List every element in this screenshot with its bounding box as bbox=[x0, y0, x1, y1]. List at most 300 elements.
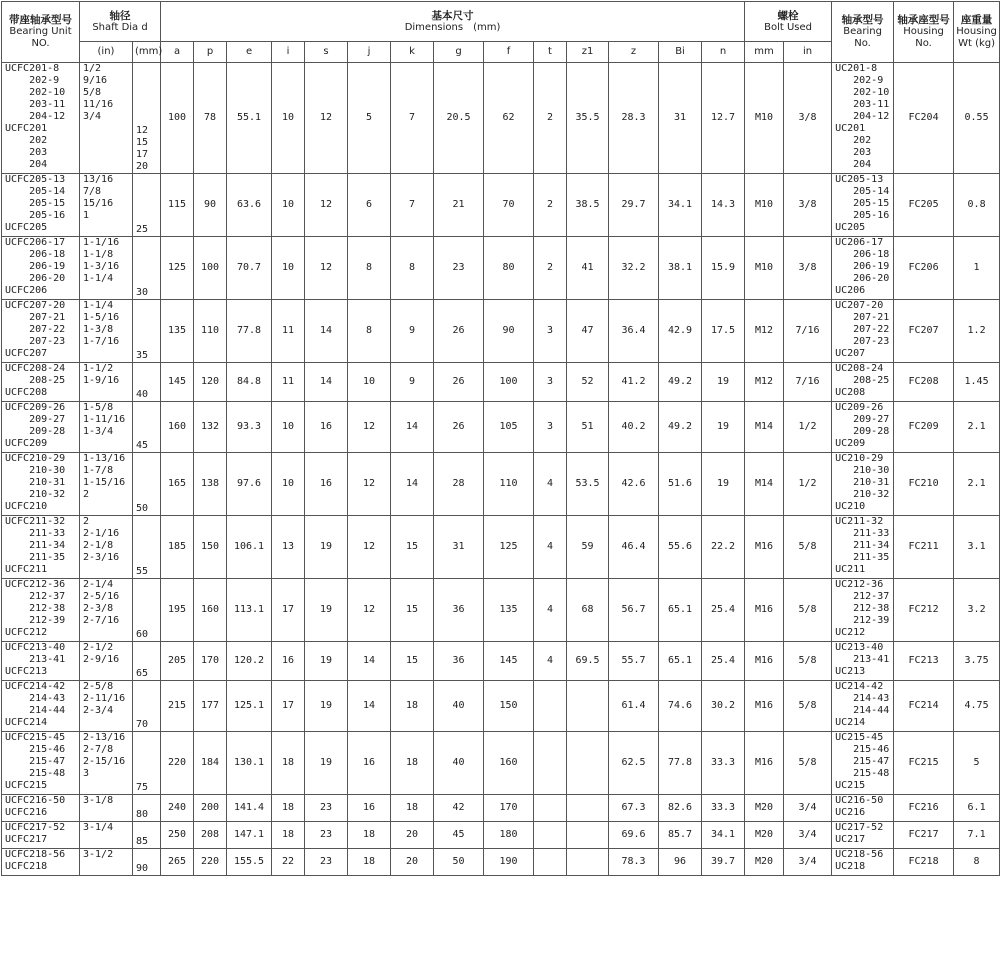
dimensions-header-en: Dimensions (mm) bbox=[404, 21, 501, 33]
bearing-header-en: Bearing No. bbox=[843, 26, 882, 49]
shaft-dia-mm bbox=[133, 516, 161, 579]
cell-bi: 74.6 bbox=[659, 681, 702, 732]
table-row bbox=[2, 822, 1000, 849]
cell-bolt-in: 3/8 bbox=[784, 237, 832, 300]
cell-s: 16 bbox=[305, 453, 348, 516]
cell-p: 138 bbox=[194, 453, 227, 516]
unit-numbers-line: 205-16 bbox=[5, 210, 66, 221]
unit-numbers-line: UCFC209 bbox=[5, 438, 48, 449]
bearing-numbers-line: 206-20 bbox=[835, 273, 890, 284]
shaft-dia-mm-line: 80 bbox=[136, 809, 149, 820]
housing-number: FC208 bbox=[894, 363, 954, 402]
unit-numbers-line: 203 bbox=[5, 147, 48, 158]
cell-z1: 51 bbox=[567, 402, 609, 453]
bearing-numbers-line: 202-10 bbox=[835, 87, 890, 98]
cell-j: 6 bbox=[348, 174, 391, 237]
cell-t: 2 bbox=[534, 237, 567, 300]
cell-e: 125.1 bbox=[227, 681, 272, 732]
cell-bi: 51.6 bbox=[659, 453, 702, 516]
cell-j: 8 bbox=[348, 300, 391, 363]
cell-n: 15.9 bbox=[702, 237, 745, 300]
cell-i: 10 bbox=[272, 402, 305, 453]
housing-weight: 7.1 bbox=[954, 822, 1000, 849]
bearing-numbers-line: UC206 bbox=[835, 285, 866, 296]
bearing-numbers-line: UC212-36 bbox=[835, 579, 884, 590]
shaft-dia-in-line: 3/4 bbox=[83, 111, 102, 122]
unit-numbers bbox=[2, 63, 80, 174]
weight-header bbox=[954, 2, 1000, 63]
cell-n: 17.5 bbox=[702, 300, 745, 363]
unit-numbers-line: UCFC205-13 bbox=[5, 174, 66, 185]
cell-i: 11 bbox=[272, 363, 305, 402]
cell-k: 18 bbox=[391, 681, 434, 732]
cell-f: 180 bbox=[484, 822, 534, 849]
bearing-numbers-line: UC215-45 bbox=[835, 732, 884, 743]
cell-t: 4 bbox=[534, 516, 567, 579]
cell-t: 3 bbox=[534, 300, 567, 363]
cell-g: 28 bbox=[434, 453, 484, 516]
unit-numbers bbox=[2, 402, 80, 453]
cell-g: 21 bbox=[434, 174, 484, 237]
shaft-dia-in-line: 1/2 bbox=[83, 63, 102, 74]
cell-s: 23 bbox=[305, 849, 348, 876]
shaft-dia-in-line: 1-5/16 bbox=[83, 312, 120, 323]
cell-z: 78.3 bbox=[609, 849, 659, 876]
subheader-z1: z1 bbox=[567, 42, 609, 63]
cell-j: 14 bbox=[348, 681, 391, 732]
cell-z1: 41 bbox=[567, 237, 609, 300]
shaft-dia-mm bbox=[133, 402, 161, 453]
shaft-dia-in-line: 2-7/16 bbox=[83, 615, 120, 626]
cell-p: 184 bbox=[194, 732, 227, 795]
bearing-numbers-line: UC215 bbox=[835, 780, 866, 791]
cell-e: 97.6 bbox=[227, 453, 272, 516]
housing-weight: 0.8 bbox=[954, 174, 1000, 237]
cell-bolt-in: 7/16 bbox=[784, 363, 832, 402]
shaft-dia-mm bbox=[133, 681, 161, 732]
cell-z1: 47 bbox=[567, 300, 609, 363]
bearing-numbers bbox=[832, 732, 894, 795]
housing-weight: 2.1 bbox=[954, 402, 1000, 453]
cell-g: 36 bbox=[434, 642, 484, 681]
bearing-numbers-line: UC216-50 bbox=[835, 795, 884, 806]
shaft-dia-in bbox=[80, 453, 133, 516]
cell-i: 10 bbox=[272, 63, 305, 174]
unit-numbers-line: 206-19 bbox=[5, 261, 66, 272]
shaft-dia-in-line: 1-1/8 bbox=[83, 249, 114, 260]
bearing-numbers-line: UC208 bbox=[835, 387, 866, 398]
unit-numbers-line: 203-11 bbox=[5, 99, 66, 110]
cell-k: 8 bbox=[391, 237, 434, 300]
shaft-dia-mm-line: 15 bbox=[136, 137, 149, 148]
cell-e: 63.6 bbox=[227, 174, 272, 237]
cell-i: 18 bbox=[272, 795, 305, 822]
bearing-numbers-line: UC208-24 bbox=[835, 363, 884, 374]
cell-a: 205 bbox=[161, 642, 194, 681]
cell-t: 4 bbox=[534, 642, 567, 681]
unit-numbers bbox=[2, 300, 80, 363]
unit-numbers-line: UCFC207 bbox=[5, 348, 48, 359]
cell-j: 16 bbox=[348, 795, 391, 822]
shaft-dia-in-line: 1-3/4 bbox=[83, 426, 114, 437]
cell-z1: 52 bbox=[567, 363, 609, 402]
bearing-numbers-line: UC210-29 bbox=[835, 453, 884, 464]
cell-f: 62 bbox=[484, 63, 534, 174]
shaft-dia-in bbox=[80, 402, 133, 453]
unit-numbers bbox=[2, 453, 80, 516]
cell-p: 150 bbox=[194, 516, 227, 579]
housing-number: FC213 bbox=[894, 642, 954, 681]
housing-number: FC204 bbox=[894, 63, 954, 174]
cell-j: 12 bbox=[348, 402, 391, 453]
cell-i: 10 bbox=[272, 237, 305, 300]
bearing-numbers-line: 210-31 bbox=[835, 477, 890, 488]
housing-number: FC209 bbox=[894, 402, 954, 453]
shaft-dia-in bbox=[80, 363, 133, 402]
shaft-dia-in-line: 1-13/16 bbox=[83, 453, 126, 464]
cell-e: 113.1 bbox=[227, 579, 272, 642]
housing-header bbox=[894, 2, 954, 63]
cell-g: 40 bbox=[434, 732, 484, 795]
subheader-bolt-in: in bbox=[784, 42, 832, 63]
cell-f: 125 bbox=[484, 516, 534, 579]
shaft-dia-in bbox=[80, 849, 133, 876]
subheader-mm: (mm) bbox=[133, 42, 161, 63]
unit-numbers-line: 207-22 bbox=[5, 324, 66, 335]
housing-number: FC207 bbox=[894, 300, 954, 363]
cell-bi: 82.6 bbox=[659, 795, 702, 822]
cell-bolt-in: 5/8 bbox=[784, 579, 832, 642]
bearing-numbers bbox=[832, 300, 894, 363]
cell-k: 9 bbox=[391, 300, 434, 363]
housing-weight: 1 bbox=[954, 237, 1000, 300]
cell-n: 19 bbox=[702, 402, 745, 453]
cell-bolt-mm: M10 bbox=[745, 237, 784, 300]
unit-numbers-line: 208-25 bbox=[5, 375, 66, 386]
cell-a: 220 bbox=[161, 732, 194, 795]
cell-z1: 68 bbox=[567, 579, 609, 642]
housing-weight: 3.75 bbox=[954, 642, 1000, 681]
subheader-bi: Bi bbox=[659, 42, 702, 63]
bearing-numbers-line: 205-15 bbox=[835, 198, 890, 209]
unit-numbers bbox=[2, 849, 80, 876]
shaft-dia-in bbox=[80, 732, 133, 795]
weight-header-cn: 座重量 bbox=[960, 14, 993, 26]
shaft-dia-in-line: 1-11/16 bbox=[83, 414, 126, 425]
unit-numbers-line: UCFC216 bbox=[5, 807, 48, 818]
cell-z: 46.4 bbox=[609, 516, 659, 579]
unit-numbers-line: 213-41 bbox=[5, 654, 66, 665]
cell-n: 22.2 bbox=[702, 516, 745, 579]
unit-numbers-line: UCFC210-29 bbox=[5, 453, 66, 464]
cell-s: 16 bbox=[305, 402, 348, 453]
cell-bolt-in: 7/16 bbox=[784, 300, 832, 363]
bearing-numbers-line: 206-19 bbox=[835, 261, 890, 272]
unit-numbers-line: UCFC201-8 bbox=[5, 63, 60, 74]
bearing-numbers-line: 215-47 bbox=[835, 756, 890, 767]
unit-numbers-line: UCFC218-56 bbox=[5, 849, 66, 860]
shaft-dia-mm bbox=[133, 300, 161, 363]
unit-numbers-line: 207-21 bbox=[5, 312, 66, 323]
unit-numbers-line: 212-39 bbox=[5, 615, 66, 626]
cell-z1: 69.5 bbox=[567, 642, 609, 681]
bolt-header bbox=[745, 2, 832, 42]
cell-e: 70.7 bbox=[227, 237, 272, 300]
unit-numbers-line: 202-10 bbox=[5, 87, 66, 98]
bearing-numbers-line: 210-30 bbox=[835, 465, 890, 476]
shaft-dia-mm-line: 75 bbox=[136, 782, 149, 793]
cell-j: 18 bbox=[348, 822, 391, 849]
cell-bi: 49.2 bbox=[659, 402, 702, 453]
cell-e: 106.1 bbox=[227, 516, 272, 579]
unit-numbers-line: 215-47 bbox=[5, 756, 66, 767]
shaft-dia-mm-line: 35 bbox=[136, 350, 149, 361]
shaft-dia-in-line: 3-1/8 bbox=[83, 795, 114, 806]
cell-bi: 65.1 bbox=[659, 579, 702, 642]
cell-g: 26 bbox=[434, 363, 484, 402]
cell-z: 41.2 bbox=[609, 363, 659, 402]
shaft-dia-in-line: 1-3/8 bbox=[83, 324, 114, 335]
unit-numbers-line: 204-12 bbox=[5, 111, 66, 122]
housing-number: FC218 bbox=[894, 849, 954, 876]
cell-a: 250 bbox=[161, 822, 194, 849]
cell-k: 7 bbox=[391, 63, 434, 174]
cell-s: 19 bbox=[305, 516, 348, 579]
cell-i: 17 bbox=[272, 681, 305, 732]
unit-numbers-line: UCFC205 bbox=[5, 222, 48, 233]
bearing-numbers-line: 212-37 bbox=[835, 591, 890, 602]
housing-weight: 1.2 bbox=[954, 300, 1000, 363]
dimensions-header bbox=[161, 2, 745, 42]
table-row bbox=[2, 579, 1000, 642]
subheader-p: p bbox=[194, 42, 227, 63]
unit-numbers-line: 215-46 bbox=[5, 744, 66, 755]
bearing-numbers-line: 211-34 bbox=[835, 540, 890, 551]
unit-numbers bbox=[2, 579, 80, 642]
cell-n: 19 bbox=[702, 363, 745, 402]
cell-k: 15 bbox=[391, 579, 434, 642]
table-row bbox=[2, 300, 1000, 363]
cell-p: 100 bbox=[194, 237, 227, 300]
table-row bbox=[2, 63, 1000, 174]
cell-s: 19 bbox=[305, 579, 348, 642]
bearing-numbers bbox=[832, 822, 894, 849]
cell-g: 40 bbox=[434, 681, 484, 732]
cell-bolt-mm: M16 bbox=[745, 732, 784, 795]
shaft-dia-in-line: 2-11/16 bbox=[83, 693, 126, 704]
cell-e: 141.4 bbox=[227, 795, 272, 822]
shaft-dia-in-line: 2-1/2 bbox=[83, 642, 114, 653]
bearing-numbers bbox=[832, 237, 894, 300]
shaft-dia-in bbox=[80, 237, 133, 300]
unit-numbers-line: 210-30 bbox=[5, 465, 66, 476]
bearing-numbers-line: UC212 bbox=[835, 627, 866, 638]
cell-s: 19 bbox=[305, 732, 348, 795]
cell-s: 12 bbox=[305, 63, 348, 174]
cell-z: 32.2 bbox=[609, 237, 659, 300]
unit-numbers bbox=[2, 681, 80, 732]
shaft-dia-in-line: 1 bbox=[83, 210, 90, 221]
shaft-dia-mm bbox=[133, 849, 161, 876]
housing-number: FC206 bbox=[894, 237, 954, 300]
cell-z: 56.7 bbox=[609, 579, 659, 642]
cell-p: 160 bbox=[194, 579, 227, 642]
shaft-dia-in-line: 11/16 bbox=[83, 99, 114, 110]
cell-i: 18 bbox=[272, 822, 305, 849]
cell-f: 170 bbox=[484, 795, 534, 822]
subheader-t: t bbox=[534, 42, 567, 63]
bearing-numbers-line: 212-38 bbox=[835, 603, 890, 614]
subheader-f: f bbox=[484, 42, 534, 63]
bearing-numbers bbox=[832, 516, 894, 579]
cell-t bbox=[534, 849, 567, 876]
cell-g: 23 bbox=[434, 237, 484, 300]
cell-e: 155.5 bbox=[227, 849, 272, 876]
bearing-numbers-line: UC206-17 bbox=[835, 237, 884, 248]
cell-g: 50 bbox=[434, 849, 484, 876]
shaft-dia-mm bbox=[133, 237, 161, 300]
shaft-dia-in-line: 3-1/2 bbox=[83, 849, 114, 860]
shaft-dia-mm-line: 20 bbox=[136, 161, 149, 172]
cell-bolt-mm: M16 bbox=[745, 642, 784, 681]
subheader-z: z bbox=[609, 42, 659, 63]
shaft-dia-in-line: 1-3/16 bbox=[83, 261, 120, 272]
unit-numbers-line: 215-48 bbox=[5, 768, 66, 779]
cell-bolt-mm: M16 bbox=[745, 579, 784, 642]
cell-f: 105 bbox=[484, 402, 534, 453]
table-row bbox=[2, 642, 1000, 681]
cell-j: 18 bbox=[348, 849, 391, 876]
bearing-numbers bbox=[832, 849, 894, 876]
cell-s: 23 bbox=[305, 795, 348, 822]
bearing-numbers bbox=[832, 681, 894, 732]
cell-g: 45 bbox=[434, 822, 484, 849]
shaft-dia-in-line: 9/16 bbox=[83, 75, 108, 86]
cell-p: 177 bbox=[194, 681, 227, 732]
cell-bolt-in: 1/2 bbox=[784, 453, 832, 516]
cell-a: 135 bbox=[161, 300, 194, 363]
shaft-dia-mm-line: 65 bbox=[136, 668, 149, 679]
cell-a: 160 bbox=[161, 402, 194, 453]
cell-z: 69.6 bbox=[609, 822, 659, 849]
housing-weight: 1.45 bbox=[954, 363, 1000, 402]
bearing-numbers-line: 202-9 bbox=[835, 75, 884, 86]
bearing-numbers-line: UC205 bbox=[835, 222, 866, 233]
subheader-g: g bbox=[434, 42, 484, 63]
cell-j: 14 bbox=[348, 642, 391, 681]
unit-numbers-line: 202-9 bbox=[5, 75, 60, 86]
table-row bbox=[2, 402, 1000, 453]
cell-a: 100 bbox=[161, 63, 194, 174]
bearing-numbers bbox=[832, 795, 894, 822]
unit-header-cn: 带座轴承型号 bbox=[9, 14, 72, 26]
housing-number: FC210 bbox=[894, 453, 954, 516]
cell-g: 26 bbox=[434, 300, 484, 363]
cell-i: 10 bbox=[272, 174, 305, 237]
cell-bolt-in: 5/8 bbox=[784, 516, 832, 579]
shaft-dia-in-line: 2 bbox=[83, 489, 90, 500]
cell-bi: 65.1 bbox=[659, 642, 702, 681]
shaft-dia-mm bbox=[133, 453, 161, 516]
shaft-dia-in-line: 15/16 bbox=[83, 198, 114, 209]
unit-numbers-line: 205-15 bbox=[5, 198, 66, 209]
housing-weight: 2.1 bbox=[954, 453, 1000, 516]
cell-bi: 55.6 bbox=[659, 516, 702, 579]
cell-j: 8 bbox=[348, 237, 391, 300]
cell-t bbox=[534, 822, 567, 849]
cell-j: 16 bbox=[348, 732, 391, 795]
table-row bbox=[2, 732, 1000, 795]
cell-j: 12 bbox=[348, 453, 391, 516]
subheader-n: n bbox=[702, 42, 745, 63]
housing-header-en: Housing No. bbox=[903, 26, 944, 49]
cell-bolt-in: 1/2 bbox=[784, 402, 832, 453]
unit-numbers-line: 211-35 bbox=[5, 552, 66, 563]
unit-numbers-line: 206-20 bbox=[5, 273, 66, 284]
unit-numbers-line: UCFC208 bbox=[5, 387, 48, 398]
cell-bi: 31 bbox=[659, 63, 702, 174]
cell-k: 15 bbox=[391, 516, 434, 579]
cell-s: 23 bbox=[305, 822, 348, 849]
bolt-header-en: Bolt Used bbox=[764, 21, 812, 33]
cell-i: 22 bbox=[272, 849, 305, 876]
cell-p: 132 bbox=[194, 402, 227, 453]
housing-number: FC215 bbox=[894, 732, 954, 795]
cell-bolt-in: 3/4 bbox=[784, 849, 832, 876]
bearing-numbers-line: 211-33 bbox=[835, 528, 890, 539]
cell-bolt-in: 3/8 bbox=[784, 174, 832, 237]
unit-header-en: Bearing Unit NO. bbox=[9, 26, 72, 49]
cell-a: 185 bbox=[161, 516, 194, 579]
shaft-dia-in bbox=[80, 300, 133, 363]
shaft-dia-mm-line: 17 bbox=[136, 149, 149, 160]
shaft-dia-mm-line: 70 bbox=[136, 719, 149, 730]
housing-weight: 8 bbox=[954, 849, 1000, 876]
cell-z1 bbox=[567, 849, 609, 876]
bearing-numbers-line: UC211-32 bbox=[835, 516, 884, 527]
table-row bbox=[2, 453, 1000, 516]
bearing-numbers-line: 208-25 bbox=[835, 375, 890, 386]
cell-z: 55.7 bbox=[609, 642, 659, 681]
unit-numbers-line: UCFC217 bbox=[5, 834, 48, 845]
bearing-numbers bbox=[832, 642, 894, 681]
cell-n: 25.4 bbox=[702, 642, 745, 681]
bearing-numbers bbox=[832, 579, 894, 642]
shaft-dia-in-line: 1-1/4 bbox=[83, 300, 114, 311]
unit-numbers bbox=[2, 642, 80, 681]
unit-numbers-line: UCFC209-26 bbox=[5, 402, 66, 413]
cell-z: 29.7 bbox=[609, 174, 659, 237]
unit-numbers-line: 211-33 bbox=[5, 528, 66, 539]
cell-s: 19 bbox=[305, 642, 348, 681]
cell-bolt-mm: M16 bbox=[745, 516, 784, 579]
shaft-dia-mm bbox=[133, 174, 161, 237]
cell-e: 120.2 bbox=[227, 642, 272, 681]
shaft-dia-in-line: 2-5/16 bbox=[83, 591, 120, 602]
shaft-dia-mm-line: 85 bbox=[136, 836, 149, 847]
bearing-numbers-line: UC217 bbox=[835, 834, 866, 845]
bearing-numbers-line: UC205-13 bbox=[835, 174, 884, 185]
bearing-header bbox=[832, 2, 894, 63]
unit-numbers-line: UCFC208-24 bbox=[5, 363, 66, 374]
subheader-in: (in) bbox=[80, 42, 133, 63]
shaft-dia-mm-line: 12 bbox=[136, 125, 149, 136]
bearing-numbers-line: 205-14 bbox=[835, 186, 890, 197]
bearing-numbers-line: UC201-8 bbox=[835, 63, 878, 74]
unit-numbers-line: UCFC210 bbox=[5, 501, 48, 512]
unit-numbers-line: 209-27 bbox=[5, 414, 66, 425]
unit-numbers-line: UCFC212-36 bbox=[5, 579, 66, 590]
